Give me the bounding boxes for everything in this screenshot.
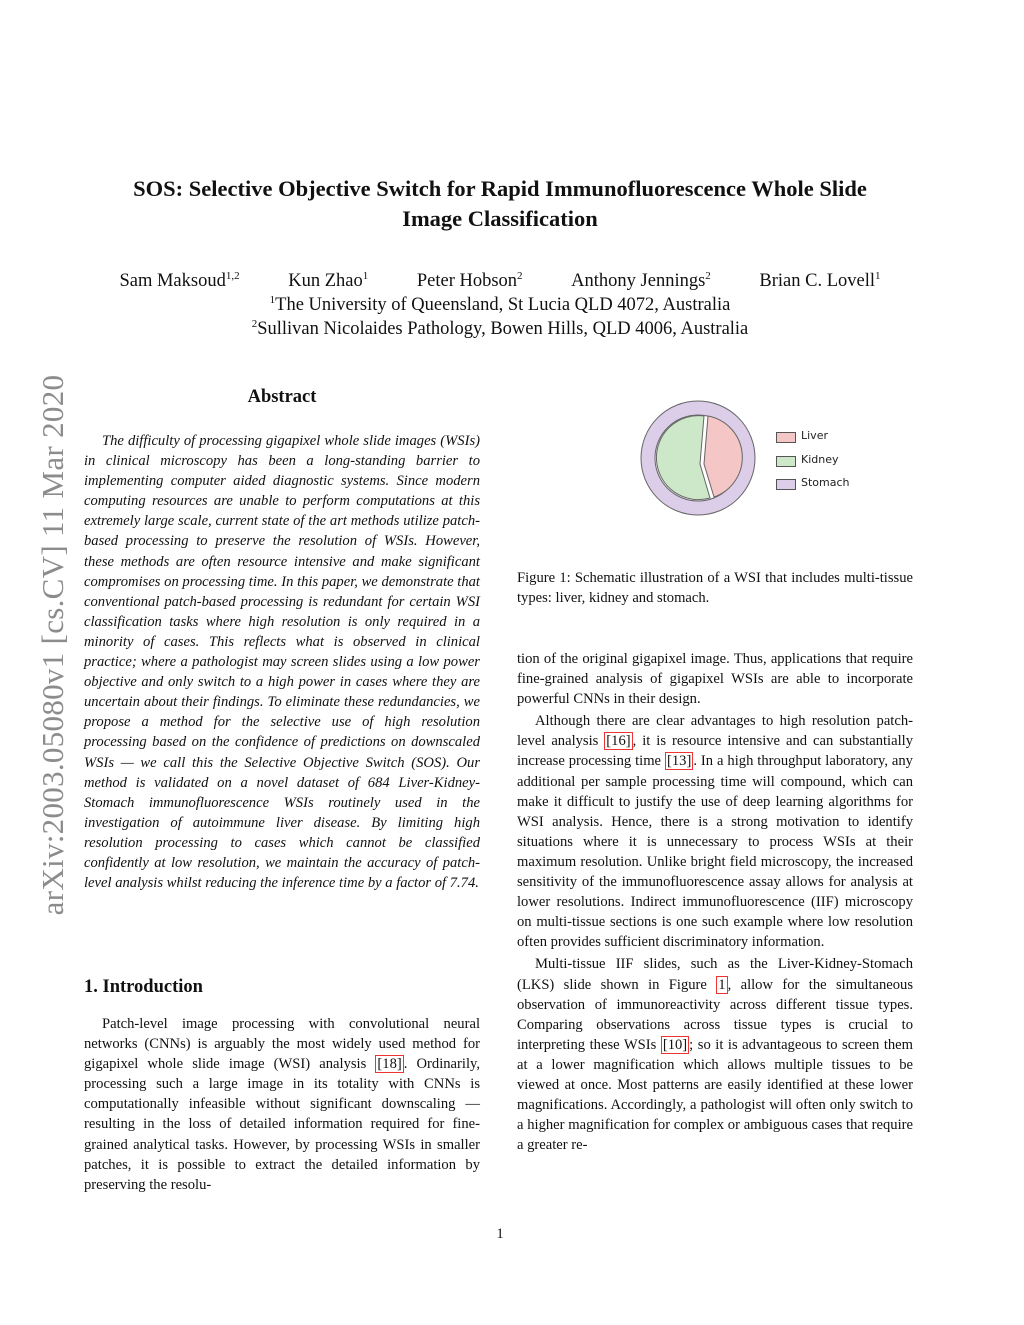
- wsi-figure: [638, 400, 878, 522]
- figure-caption: Figure 1: Schematic illustration of a WSI that includes multi-tissue types: liver, kidney and stomach.: [517, 570, 913, 607]
- page-number: 1: [496, 1226, 504, 1242]
- abstract-body: [84, 431, 480, 893]
- figure-reference-link[interactable]: 1: [718, 976, 726, 993]
- abstract-heading: Abstract: [247, 387, 317, 407]
- body-paragraph: Although there are clear advantages to high resolution patch-level analysis [16] , it is resource intensive and can substantially increase processing time [13] . In a high throughput laboratory, any additional per sample processing time will compound, which can make it difficult to justify the use of deep learning algorithms for WSI analysis. Hence, there is a strong motivation to identify situations where it is unnecessary to process WSIs at their maximum resolution. Unlike bright field microscopy, the increased sensitivity of the immunofluorescence assay allows for analysis at lower resolutions. Indirect immunofluorescence (IIF) microscopy on multi-tissue sections is one such example where low resolution often provides sufficient discriminatory information.: [517, 713, 913, 951]
- introduction-column: [84, 1014, 480, 1195]
- body-paragraph: Multi-tissue IIF slides, such as the Liver-Kidney-Stomach (LKS) slide shown in Figure 1 , allow for the simultaneous observation of immunoreactivity across different tissue types. Comparing observations across tissue types is crucial to interpreting these WSIs [10] ; so it is advantageous to screen them at a lower magnification which allows multiple tissues to be viewed at once. Most patterns are easily identified at these lower magnifications. Accordingly, a pathologist will often only switch to a higher magnification for complex or ambiguous cases that require a greater re-: [517, 956, 914, 1154]
- affiliation-1: $^1$The University of Queensland, St Lucia QLD 4072, Australia: [269, 294, 731, 316]
- author: Kun Zhao$^1$: [288, 270, 369, 292]
- title-line-2: Image Classification: [402, 206, 598, 231]
- legend-label: Kidney: [801, 453, 839, 466]
- citation-link[interactable]: [18]: [377, 1056, 402, 1073]
- stomach-swatch: [776, 479, 796, 490]
- arxiv-stamp: arXiv:2003.05080v1 [cs.CV] 11 Mar 2020: [35, 374, 70, 916]
- title-line-1: SOS: Selective Objective Switch for Rapid Immunofluorescence Whole Slide: [133, 176, 867, 201]
- abstract-text: The difficulty of processing gigapixel whole slide images (WSIs) in clinical microscopy has been a long-standing barrier to implementing computer aided diagnostic systems. Since modern computing resources are unable to perform computations at this extremely large scale, current state of the art methods utilize patch-based processing to preserve the resolution of WSIs. However, these methods are often resource intensive and make significant compromises on processing time. In this paper, we demonstrate that conventional patch-based processing is redundant for certain WSI classification tasks where high resolution is only required in a minority of cases. This reflects what is observed in clinical practice; where a pathologist may screen slides using a low power objective and only switch to a high power in cases where they are uncertain about their findings. To eliminate these redundancies, we propose a method for the selective use of high resolution processing based on the confidence of predictions on downscaled WSIs — we call this the Selective Objective Switch (SOS). Our method is validated on a novel dataset of 684 Liver-Kidney-Stomach immunofluorescence WSIs routinely used in the investigation of autoimmune liver disease. By limiting high resolution processing to cases which cannot be classified confidently at low resolution, we maintain the accuracy of patch-level analysis whilst reducing the inference time by a factor of 7.74.: [84, 433, 480, 892]
- citation-link[interactable]: [16]: [606, 733, 631, 750]
- citation-link[interactable]: [13]: [666, 753, 692, 770]
- kidney-swatch: [776, 456, 796, 467]
- author: Sam Maksoud$^{1,2}$: [119, 270, 240, 292]
- body-paragraph: tion of the original gigapixel image. Thus, applications that require fine-grained analysis of gigapixel WSIs are able to incorporate powerful CNNs in their design.: [517, 651, 913, 708]
- author: Brian C. Lovell$^1$: [759, 270, 881, 292]
- section-heading-introduction: 1. Introduction: [84, 977, 203, 997]
- legend-label: Liver: [801, 429, 828, 442]
- paper-title: [60, 174, 940, 234]
- intro-paragraph: Patch-level image processing with convolutional neural networks (CNNs) is arguably the most widely used method for gigapixel whole slide image (WSI) analysis [18] . Ordinarily, processing such a large image in its totality with CNNs is computationally infeasible without significant downscaling — resulting in the loss of detailed information required for fine-grained analytical tasks. However, by processing WSIs in smaller patches, it is possible to extract the detailed information by preserving the resolu-: [84, 1016, 480, 1193]
- author-list: [60, 270, 940, 292]
- right-column: [517, 649, 913, 1155]
- affiliation-2: $^2$Sullivan Nicolaides Pathology, Bowen Hills, QLD 4006, Australia: [251, 318, 749, 340]
- author: Peter Hobson$^2$: [416, 270, 523, 292]
- author: Anthony Jennings$^2$: [571, 270, 711, 292]
- liver-swatch: [776, 432, 796, 443]
- citation-link[interactable]: [10]: [662, 1036, 688, 1053]
- legend-label: Stomach: [801, 476, 850, 489]
